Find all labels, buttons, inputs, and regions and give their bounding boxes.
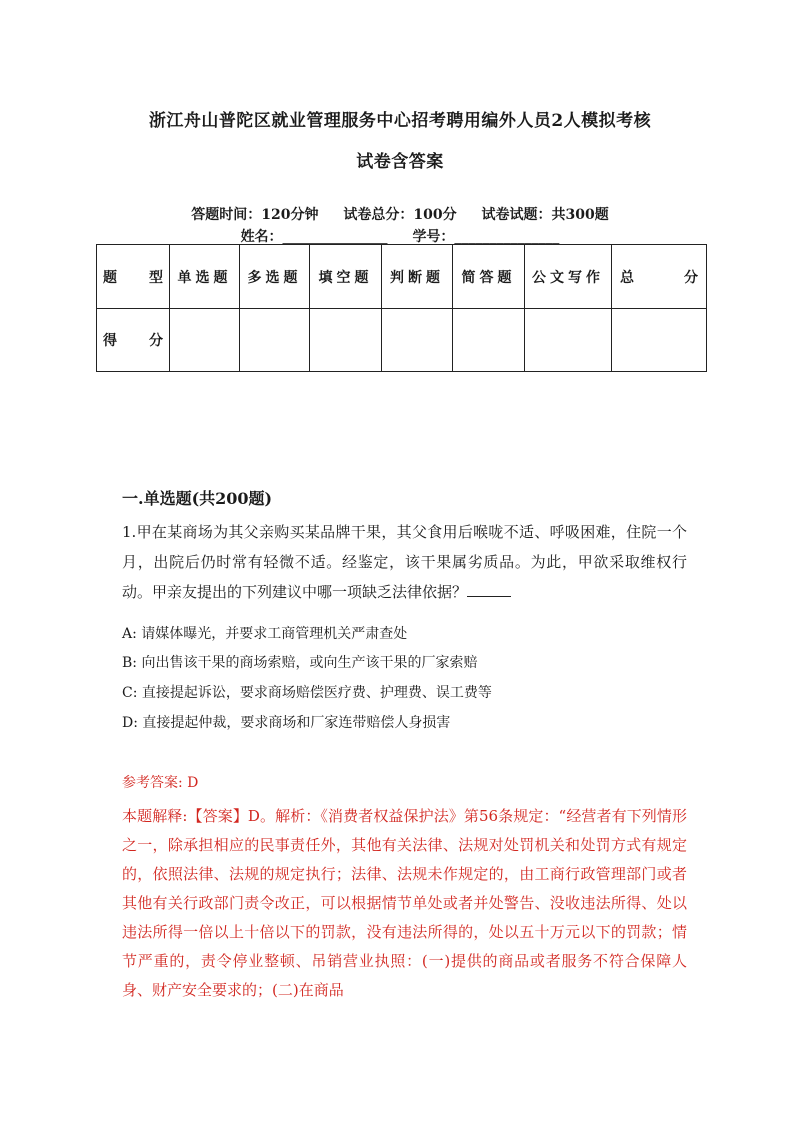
option-c: C: 直接提起诉讼，要求商场赔偿医疗费、护理费、误工费等 (122, 685, 492, 701)
student-id-field: 学号：_______________ (412, 229, 560, 245)
option-d: D: 直接提起仲裁，要求商场和厂家连带赔偿人身损害 (122, 715, 451, 731)
exam-total-score: 试卷总分：100分 (343, 207, 457, 223)
option-b: B: 向出售该干果的商场索赔，或向生产该干果的厂家索赔 (122, 655, 478, 671)
exam-info-line (0, 204, 800, 224)
answer-blank (467, 582, 511, 597)
score-table-header-row (97, 245, 707, 309)
document-subtitle: 试卷含答案 (356, 152, 444, 172)
score-cell (453, 309, 525, 372)
score-cell (170, 309, 240, 372)
section-heading: 一.单选题(共200题) (122, 489, 273, 508)
score-table (96, 244, 707, 372)
student-info-line (0, 226, 800, 246)
header-true-false: 判断题 (382, 245, 453, 309)
exam-time: 答题时间：120分钟 (191, 207, 319, 223)
header-single-choice: 单选题 (170, 245, 240, 309)
header-fill-blank: 填空题 (310, 245, 382, 309)
score-cell (525, 309, 612, 372)
reference-answer: 参考答案: D (122, 775, 199, 791)
header-total-score: 总 分 (612, 245, 707, 309)
header-question-type: 题 型 (97, 245, 170, 309)
document-title: 浙江舟山普陀区就业管理服务中心招考聘用编外人员2人模拟考核 (148, 111, 652, 131)
exam-question-count: 试卷试题：共300题 (481, 207, 609, 223)
question-stem (122, 517, 687, 607)
header-official-writing: 公文写作 (525, 245, 612, 309)
score-cell (240, 309, 310, 372)
score-cell (382, 309, 453, 372)
row-label-score: 得 分 (97, 309, 170, 372)
header-multiple-choice: 多选题 (240, 245, 310, 309)
header-short-answer: 简答题 (453, 245, 525, 309)
student-name-field: 姓名：_______________ (240, 229, 388, 245)
question-text: 1.甲在某商场为其父亲购买某品牌干果，其父食用后喉咙不适、呼吸困难，住院一个月，出院后仍时常有轻微不适。经鉴定，该干果属劣质品。为此，甲欲采取维权行动。甲亲友提出的下列建议中哪一项缺乏法律依据？ (122, 523, 687, 601)
score-cell (310, 309, 382, 372)
answer-explanation: 本题解释:【答案】D。解析：《消费者权益保护法》第56条规定：“经营者有下列情形之一，除承担相应的民事责任外，其他有关法律、法规对处罚机关和处罚方式有规定的，依照法律、法规的规定执行；法律、法规未作规定的，由工商行政管理部门或者其他有关行政部门责令改正，可以根据情节单处或者并处警告、没收违法所得、处以违法所得一倍以上十倍以下的罚款，没有违法所得的，处以五十万元以下的罚款；情节严重的，责令停业整顿、吊销营业执照：(一)提供的商品或者服务不符合保障人身、财产安全要求的；(二)在商品 (122, 807, 687, 999)
score-cell (612, 309, 707, 372)
option-a: A: 请媒体曝光，并要求工商管理机关严肃查处 (122, 626, 408, 642)
score-table-score-row (97, 309, 707, 372)
